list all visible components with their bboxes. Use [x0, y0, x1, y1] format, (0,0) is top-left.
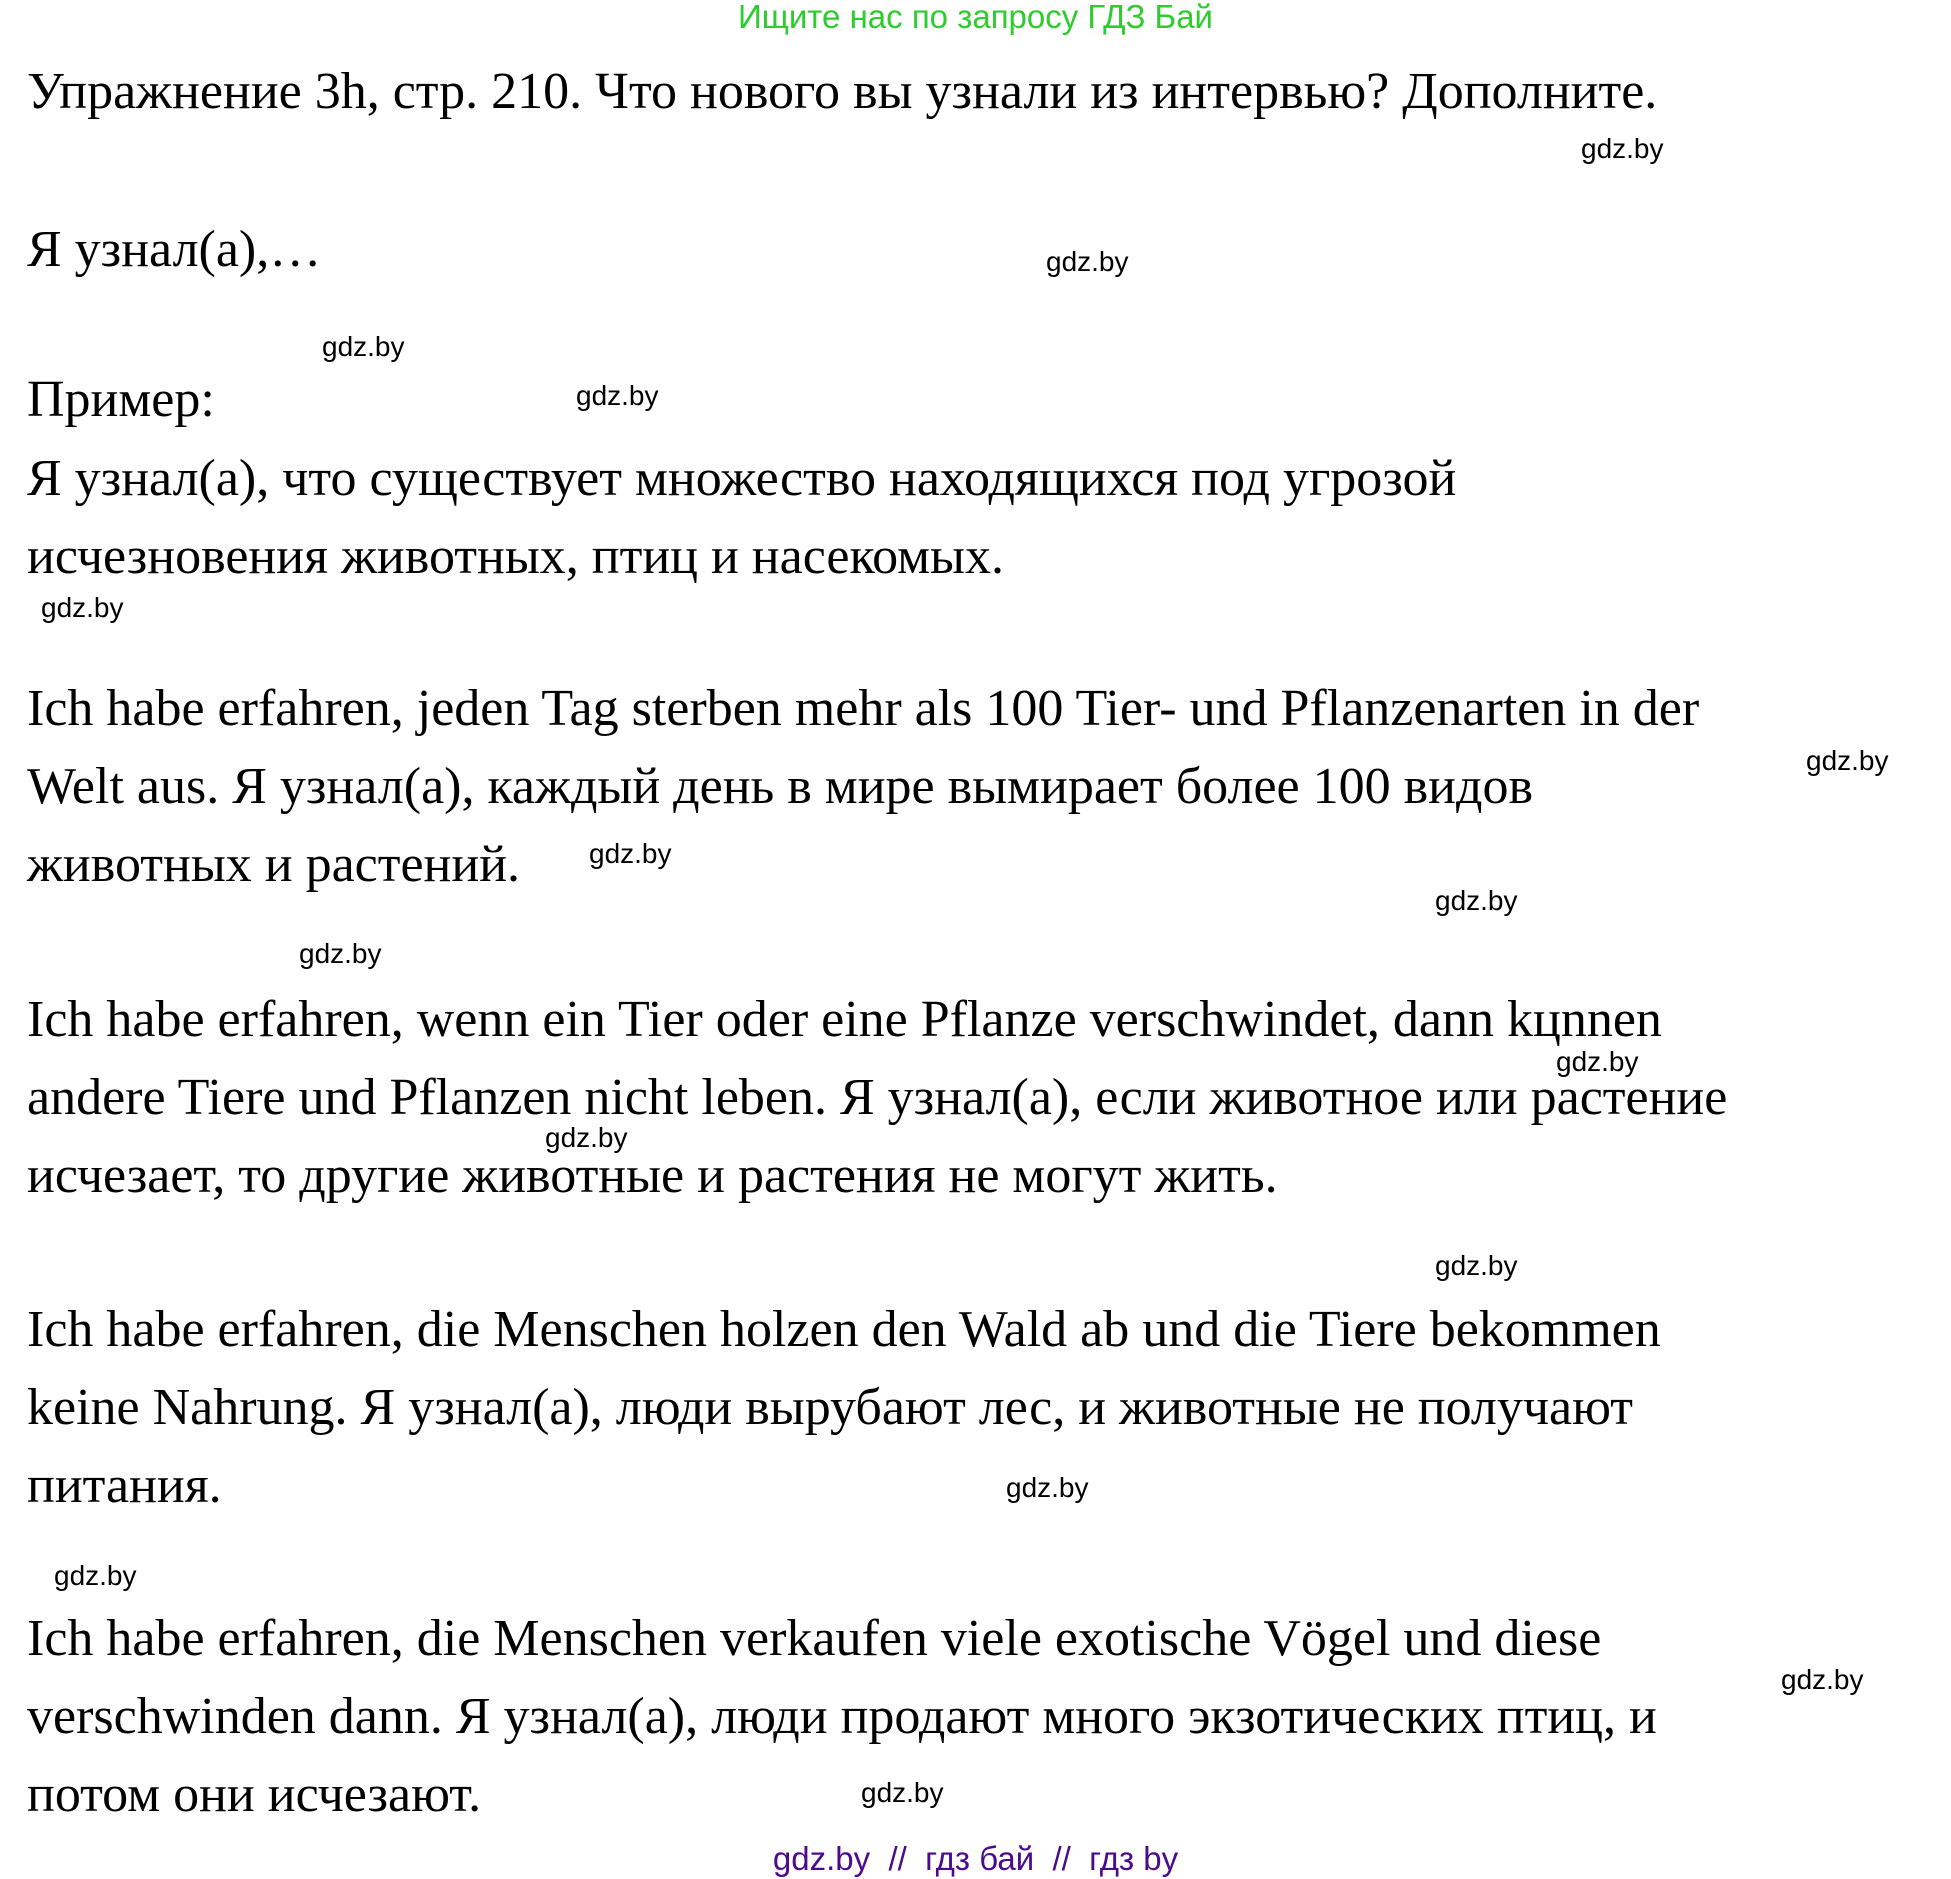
- watermark: gdz.by: [576, 380, 659, 411]
- answer-line: исчезновения животных, птиц и насекомых.: [27, 528, 1004, 585]
- watermark: gdz.by: [545, 1122, 628, 1153]
- watermark: gdz.by: [1046, 246, 1129, 277]
- answer-line: Ich habe erfahren, die Menschen holzen den Wald ab und die Tiere bekommen: [27, 1301, 1661, 1358]
- watermark: gdz.by: [41, 592, 124, 623]
- example-label: Пример:: [27, 371, 215, 428]
- watermark: gdz.by: [1435, 885, 1518, 916]
- watermark: gdz.by: [1806, 745, 1889, 776]
- footer-links: gdz.by // гдз бай // гдз by: [772, 1840, 1179, 1877]
- answer-line: andere Tiere und Pflanzen nicht leben. Я узнал(а), если животное или растение: [27, 1069, 1728, 1126]
- watermark: gdz.by: [1781, 1664, 1864, 1695]
- answer-line: Ich habe erfahren, wenn ein Tier oder eine Pflanze verschwindet, dann kцnnen: [27, 991, 1662, 1048]
- watermark: gdz.by: [1556, 1046, 1639, 1077]
- exercise-title: Упражнение 3h, стр. 210. Что нового вы узнали из интервью? Дополните.: [27, 63, 1658, 120]
- watermark: gdz.by: [589, 838, 672, 869]
- answer-line: Welt aus. Я узнал(а), каждый день в мире вымирает более 100 видов: [27, 758, 1533, 815]
- answer-line: Я узнал(а), что существует множество находящихся под угрозой: [27, 450, 1457, 507]
- answer-line: животных и растений.: [27, 836, 521, 893]
- watermark: gdz.by: [322, 331, 405, 362]
- watermark: gdz.by: [1006, 1472, 1089, 1503]
- answer-line: исчезает, то другие животные и растения не могут жить.: [27, 1147, 1278, 1204]
- watermark: gdz.by: [1581, 133, 1664, 164]
- answer-line: Ich habe erfahren, jeden Tag sterben mehr als 100 Tier- und Pflanzenarten in der: [27, 680, 1700, 737]
- answer-line: verschwinden dann. Я узнал(а), люди продают много экзотических птиц, и: [27, 1688, 1657, 1745]
- answer-line: Ich habe erfahren, die Menschen verkaufen viele exotische Vögel und diese: [27, 1610, 1602, 1667]
- answer-line: keine Nahrung. Я узнал(а), люди вырубают лес, и животные не получают: [27, 1379, 1633, 1436]
- prompt-text: Я узнал(а),…: [27, 221, 322, 278]
- watermark: gdz.by: [861, 1777, 944, 1808]
- answer-line: потом они исчезают.: [27, 1766, 482, 1823]
- watermark: gdz.by: [1435, 1250, 1518, 1281]
- search-hint-banner: Ищите нас по запросу ГДЗ Бай: [738, 0, 1213, 35]
- watermark: gdz.by: [54, 1560, 137, 1591]
- answer-line: питания.: [27, 1457, 222, 1514]
- watermark: gdz.by: [299, 938, 382, 969]
